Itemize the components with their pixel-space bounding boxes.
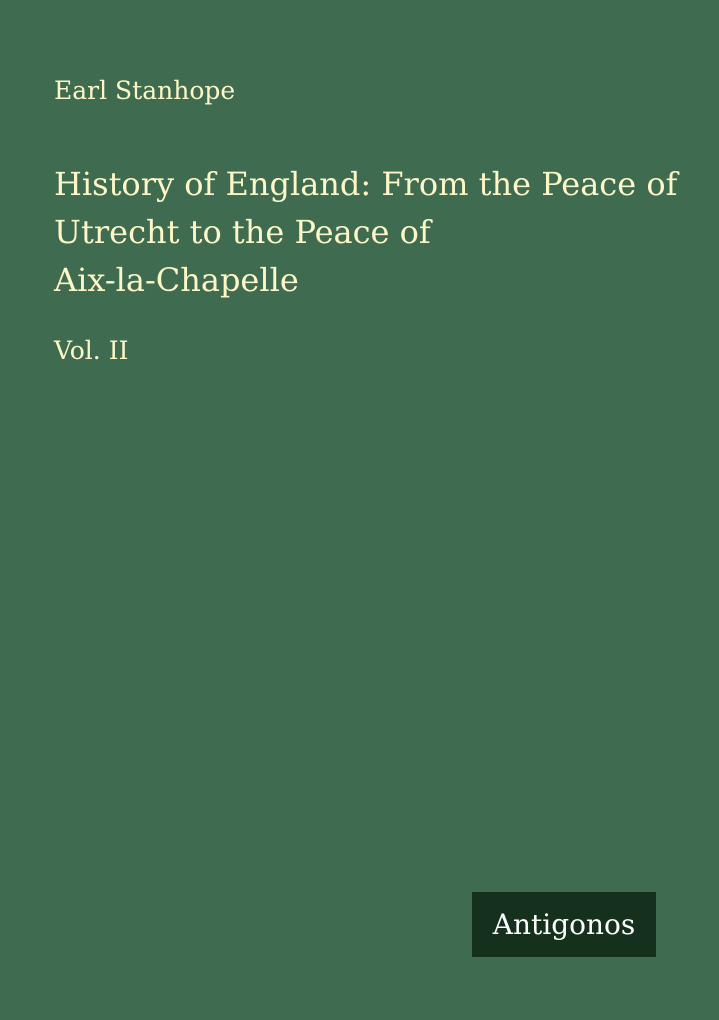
author-name: Earl Stanhope <box>54 76 236 105</box>
publisher-logo-box <box>472 892 656 957</box>
title-line: Utrecht to the Peace of <box>54 213 431 251</box>
title-line: History of England: From the Peace of <box>54 165 678 203</box>
volume-label: Vol. II <box>54 336 129 365</box>
book-title <box>54 160 694 304</box>
title-line: Aix-la-Chapelle <box>54 261 299 299</box>
publisher-name: Antigonos <box>492 908 636 941</box>
